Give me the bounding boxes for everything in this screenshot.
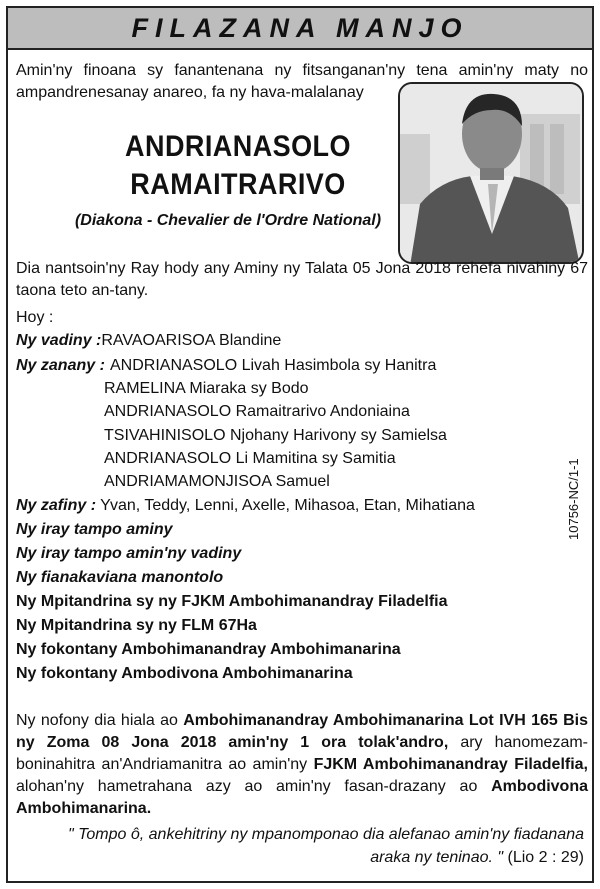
burial-place: Ambodivona Ambohimanarina.	[16, 778, 588, 817]
child-name: ANDRIAMAMONJISOA Samuel	[104, 473, 330, 490]
portrait-image	[400, 84, 584, 264]
grandchildren-label: Ny zafiny :	[16, 497, 97, 514]
grandchildren-names: Yvan, Teddy, Lenni, Axelle, Mihasoa, Etan, Mihatiana	[100, 497, 475, 514]
deceased-name-line2: RAMAITRARIVO	[130, 168, 346, 201]
death-announcement: Dia nantsoin'ny Ray hody any Aminy ny Talata 05 Jona 2018 rehefa nivahiny 67 taona teto an-tany.	[16, 260, 588, 299]
community-line: Ny Mpitandrina sy ny FJKM Ambohimanandray Filadelfia	[16, 593, 448, 610]
child-name: ANDRIANASOLO Livah Hasimbola sy Hanitra	[110, 357, 437, 374]
community-line: Ny fokontany Ambohimanandray Ambohimanarina	[16, 641, 401, 658]
widow-line	[16, 331, 281, 351]
child-name: ANDRIANASOLO Ramaitrarivo Andoniaina	[104, 403, 410, 420]
community-line: Ny fokontany Ambodivona Ambohimanarina	[16, 665, 353, 682]
funeral-details: Ny nofony dia hiala ao Ambohimanandray Ambohimanarina Lot IVH 165 Bis ny Zoma 08 Jona 2018 amin'ny 1 ora tolak'andro, ary hanomezam-boninahitra an'Andriamanitra ao amin'ny FJKM Ambohimanandray Filadelfia, alohan'ny hametrahana azy ao amin'ny fasan-drazany ao Ambodivona Ambohimanarina.	[16, 712, 589, 817]
deceased-portrait-photo	[398, 82, 584, 264]
widow-name: RAVAOARISOA Blandine	[101, 332, 282, 349]
header-banner	[8, 8, 592, 50]
community-line: Ny Mpitandrina sy ny FLM 67Ha	[16, 617, 257, 634]
grandchildren-line	[16, 496, 475, 516]
scripture-quote-line1: " Tompo ô, ankehitriny ny mpanomponao dia alefanao amin'ny fiadanana	[67, 826, 584, 843]
widow-label: Ny vadiny :	[16, 332, 102, 349]
reference-code: 10756-NC/1-1	[566, 458, 581, 540]
deceased-title: (Diakona - Chevalier de l'Ordre National)	[74, 212, 382, 229]
children-label: Ny zanany :	[16, 357, 105, 374]
funeral-location-date: Ambohimanandray Ambohimanarina Lot IVH 165 Bis ny Zoma 08 Jona 2018 amin'ny 1 ora tolak'andro,	[16, 712, 589, 751]
scripture-reference: (Lio 2 : 29)	[503, 849, 584, 866]
deceased-name-line1: ANDRIANASOLO	[125, 130, 351, 163]
hoy-label: Hoy :	[16, 309, 54, 326]
notice-title: FILAZANA MANJO	[131, 12, 469, 43]
family-line: Ny iray tampo aminy	[16, 521, 173, 538]
funeral-church: FJKM Ambohimanandray Filadelfia,	[313, 756, 589, 773]
child-name: TSIVAHINISOLO Njohany Harivony sy Samielsa	[104, 427, 447, 444]
child-name: RAMELINA Miaraka sy Bodo	[104, 380, 309, 397]
family-line: Ny fianakaviana manontolo	[16, 569, 224, 586]
family-line: Ny iray tampo amin'ny vadiny	[16, 545, 242, 562]
child-name: ANDRIANASOLO Li Mamitina sy Samitia	[104, 450, 396, 467]
scripture-quote-line2: araka ny teninao. " (Lio 2 : 29)	[370, 849, 584, 866]
intro-text: Amin'ny finoana sy fanantenana ny fitsanganan'ny tena amin'ny maty no ampandrenesanay anareo, fa ny hava-malalanay	[16, 62, 588, 101]
